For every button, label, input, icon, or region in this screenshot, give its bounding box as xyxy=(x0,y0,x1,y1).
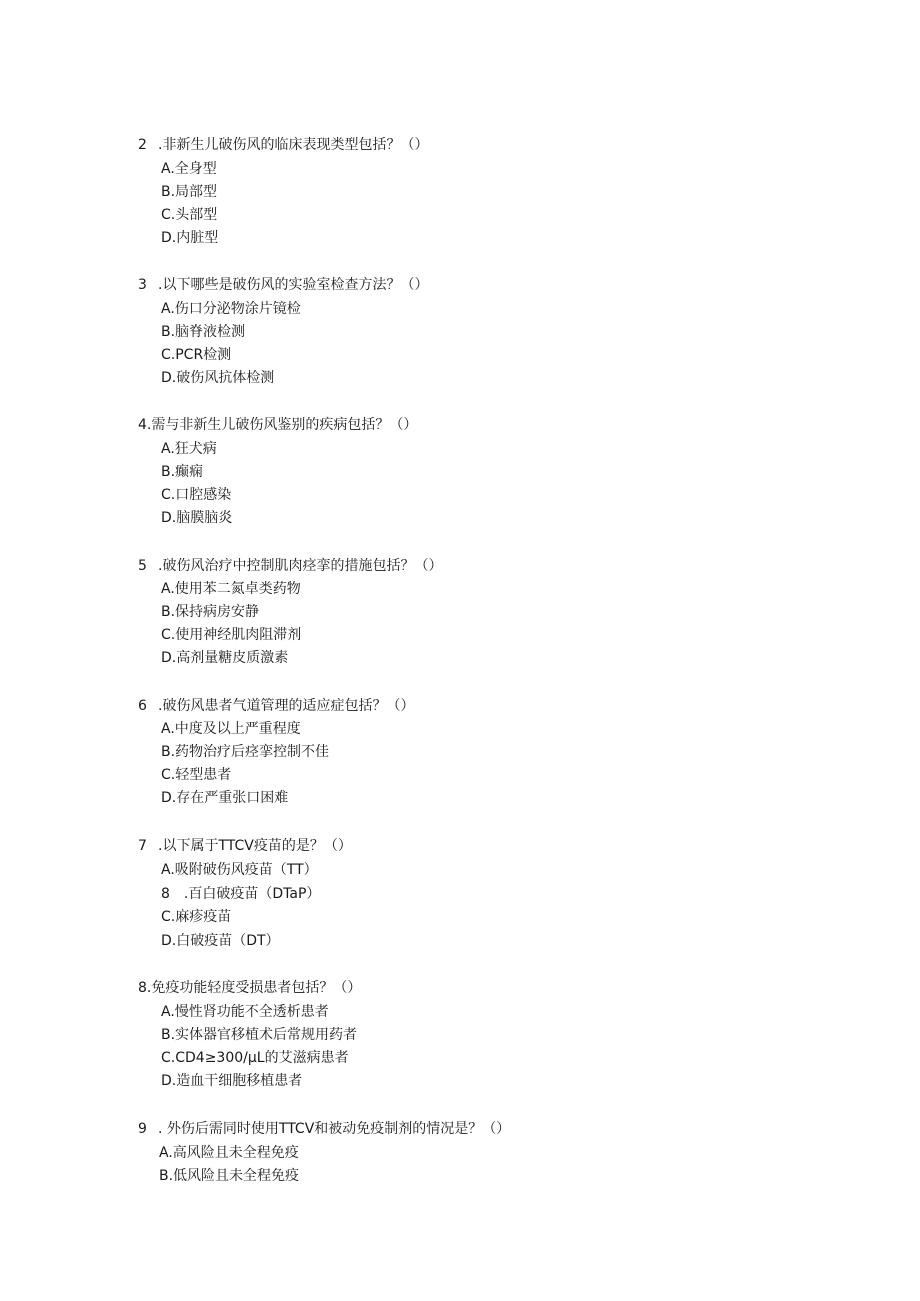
option-a: A.中度及以上严重程度 xyxy=(161,721,301,737)
option-c: C.轻型患者 xyxy=(161,767,232,783)
question-stem xyxy=(138,556,442,576)
option-a: A.高风险且未全程免疫 xyxy=(159,1145,299,1161)
option-d: D.白破疫苗（DT） xyxy=(161,933,280,949)
option-b: B.癫痫 xyxy=(161,464,204,480)
question-number: 7 xyxy=(138,838,147,854)
question-number: 2 xyxy=(138,137,147,153)
option-b: B.药物治疗后痉挛控制不佳 xyxy=(161,744,330,760)
question-text: .破伤风患者气道管理的适应症包括？（） xyxy=(158,698,415,714)
option-c: C.头部型 xyxy=(161,207,218,223)
option-a: A.全身型 xyxy=(161,161,217,177)
option-b: B.保持病房安静 xyxy=(161,604,260,620)
option-c: C.使用神经肌肉阻滞剂 xyxy=(161,627,302,643)
option-b: B.局部型 xyxy=(161,184,218,200)
question-number: 9 xyxy=(138,1121,147,1137)
option-b: B.脑脊液检测 xyxy=(161,324,246,340)
option-b: 8 .百白破疫苗（DTaP） xyxy=(161,886,321,902)
option-d: D.脑膜脑炎 xyxy=(161,510,233,526)
question-text: .以下属于TTCV疫苗的是？（） xyxy=(158,838,352,854)
question-text: .非新生儿破伤风的临床表现类型包括？（） xyxy=(158,137,429,153)
question-number: 5 xyxy=(138,558,147,574)
option-a: A.伤口分泌物涂片镜检 xyxy=(161,301,301,317)
question-stem xyxy=(138,836,352,856)
option-c: C.口腔感染 xyxy=(161,487,232,503)
question-text: .以下哪些是破伤风的实验室检查方法？（） xyxy=(158,277,429,293)
question-stem xyxy=(138,1119,510,1139)
option-d: D.内脏型 xyxy=(161,230,219,246)
option-d: D.破伤风抗体检测 xyxy=(161,370,275,386)
option-c: C.麻疹疫苗 xyxy=(161,909,232,925)
option-c: C.CD4≥300/μL的艾滋病患者 xyxy=(161,1050,349,1066)
option-a: A.慢性肾功能不全透析患者 xyxy=(161,1004,329,1020)
question-text: . 外伤后需同时使用TTCV和被动免疫制剂的情况是？（） xyxy=(158,1121,511,1137)
option-d: D.造血干细胞移植患者 xyxy=(161,1073,303,1089)
question-stem xyxy=(138,696,414,716)
option-a: A.使用苯二氮卓类药物 xyxy=(161,581,301,597)
question-stem xyxy=(138,275,428,295)
question-text: 8.免疫功能轻度受损患者包括？（） xyxy=(138,980,362,996)
option-a: A.吸附破伤风疫苗（TT） xyxy=(161,862,318,878)
option-b: B.实体器官移植术后常规用药者 xyxy=(161,1027,358,1043)
option-c: C.PCR检测 xyxy=(161,347,232,363)
option-a: A.狂犬病 xyxy=(161,441,217,457)
question-text: .破伤风治疗中控制肌肉痉挛的措施包括？（） xyxy=(158,558,443,574)
question-number: 3 xyxy=(138,277,147,293)
question-number: 6 xyxy=(138,698,147,714)
option-d: D.存在严重张口困难 xyxy=(161,790,289,806)
question-stem xyxy=(138,415,417,435)
question-stem xyxy=(138,135,428,155)
option-d: D.高剂量糖皮质激素 xyxy=(161,650,289,666)
option-b: B.低风险且未全程免疫 xyxy=(159,1168,300,1184)
question-text: 4.需与非新生儿破伤风鉴别的疾病包括？（） xyxy=(138,417,418,433)
question-stem xyxy=(138,978,361,998)
